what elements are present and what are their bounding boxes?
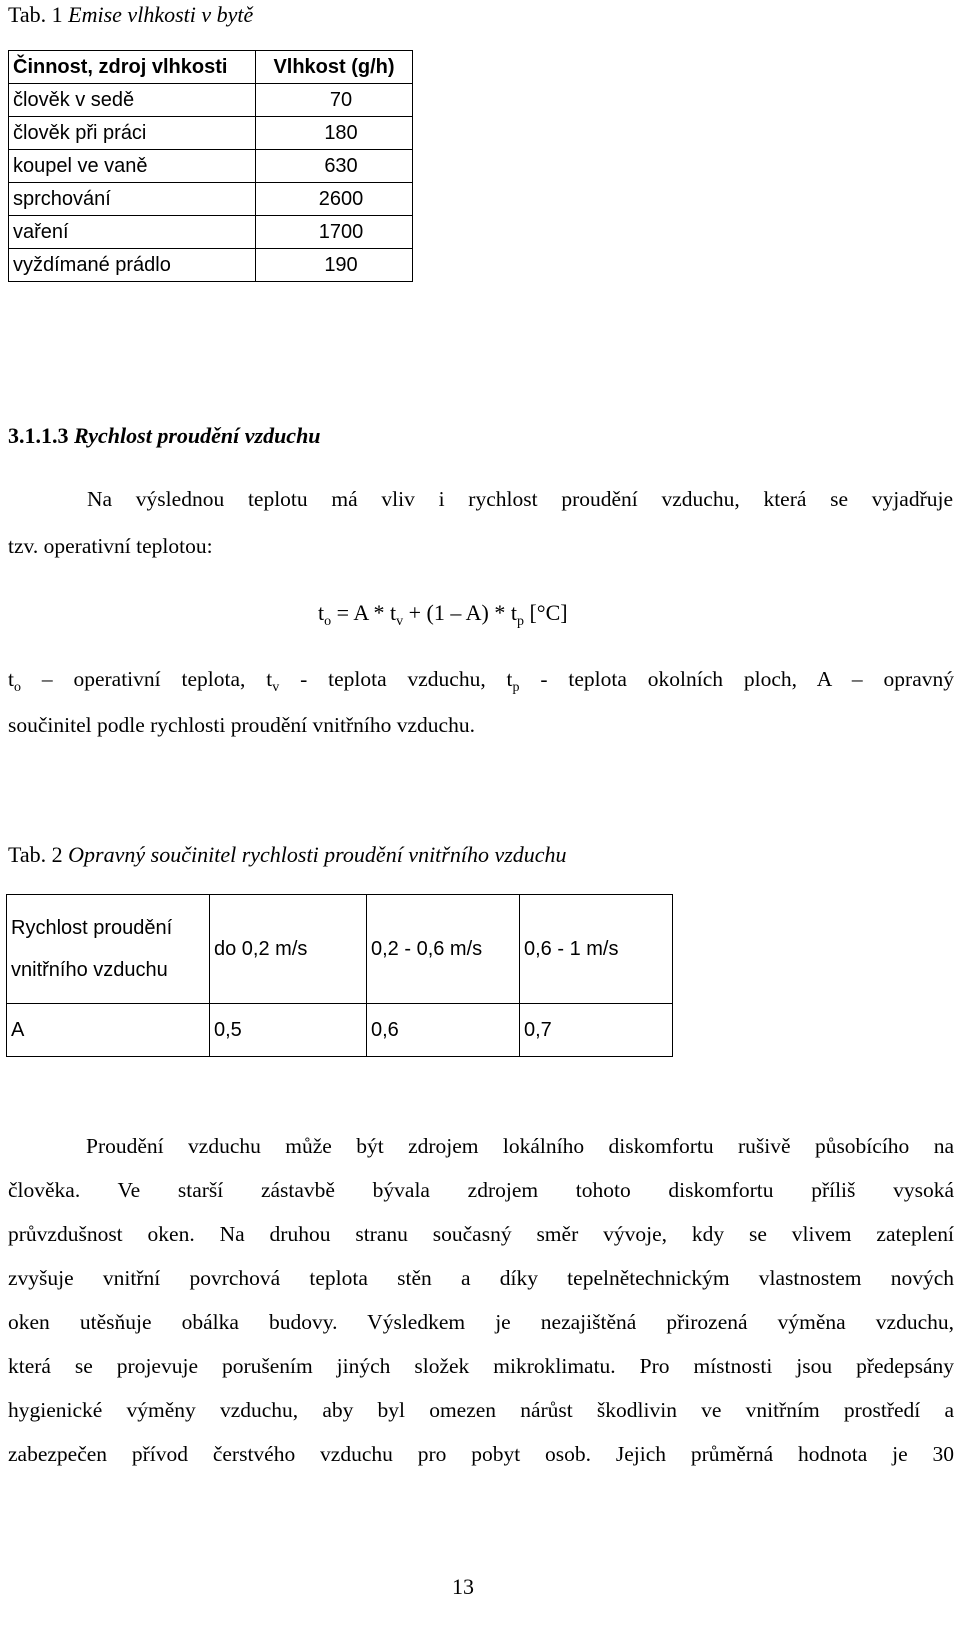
factor-cell: 0,5 bbox=[210, 1004, 367, 1057]
table-row bbox=[7, 1004, 673, 1057]
humidity-cell: 70 bbox=[256, 84, 413, 117]
paragraph-line: zvyšuje vnitřní povrchová teplota stěn a díky tepelnětechnickým vlastnostem nových bbox=[8, 1266, 954, 1290]
activity-cell: sprchování bbox=[9, 183, 256, 216]
definition-part: - teplota okolních ploch, A – opravný bbox=[519, 667, 954, 691]
paragraph-line: průvzdušnost oken. Na druhou stranu současný směr vývoje, kdy se vlivem zateplení bbox=[8, 1222, 954, 1246]
correction-factor-table bbox=[6, 894, 673, 1057]
definition-line: součinitel podle rychlosti proudění vnitřního vzduchu. bbox=[8, 713, 475, 737]
formula-subscript: o bbox=[324, 614, 332, 629]
section-title: Rychlost proudění vzduchu bbox=[74, 423, 321, 448]
header-line: vnitřního vzduchu bbox=[11, 959, 168, 981]
table-row bbox=[9, 117, 413, 150]
humidity-cell: 190 bbox=[256, 249, 413, 282]
body-paragraph bbox=[8, 1124, 954, 1476]
paragraph-line: člověka. Ve starší zástavbě bývala zdrojem tohoto diskomfortu příliš vysoká bbox=[8, 1178, 954, 1202]
operative-temperature-formula bbox=[318, 600, 568, 630]
definition-part: – operativní teplota, t bbox=[20, 667, 273, 691]
section-heading bbox=[8, 423, 321, 449]
humidity-cell: 2600 bbox=[256, 183, 413, 216]
formula-part: = A * t bbox=[331, 600, 397, 625]
table-row bbox=[9, 183, 413, 216]
paragraph-line: hygienické výměny vzduchu, aby byl omezen nárůst škodlivin ve vnitřním prostředí a bbox=[8, 1398, 954, 1422]
column-header-speed: do 0,2 m/s bbox=[210, 895, 367, 1004]
factor-cell: 0,6 bbox=[367, 1004, 520, 1057]
column-header-activity: Činnost, zdroj vlhkosti bbox=[9, 51, 256, 84]
table-header-row bbox=[7, 895, 673, 1004]
table2-caption-label: Tab. 2 bbox=[8, 842, 63, 867]
humidity-cell: 1700 bbox=[256, 216, 413, 249]
paragraph-line: oken utěsňuje obálka budovy. Výsledkem je nezajištěná přirozená výměna vzduchu, bbox=[8, 1310, 954, 1334]
table-row bbox=[9, 84, 413, 117]
paragraph-line: která se projevuje porušením jiných složek mikroklimatu. Pro místnosti jsou předepsány bbox=[8, 1354, 954, 1378]
table-row bbox=[9, 216, 413, 249]
formula-subscript: p bbox=[516, 614, 524, 629]
activity-cell: člověk při práci bbox=[9, 117, 256, 150]
table-row bbox=[9, 249, 413, 282]
definition-subscript: v bbox=[272, 680, 280, 695]
table1-caption bbox=[8, 2, 253, 28]
formula-part: [°C] bbox=[523, 600, 568, 625]
definition-subscript: o bbox=[13, 680, 21, 695]
formula-part: + (1 – A) * t bbox=[403, 600, 517, 625]
column-header-speed: 0,6 - 1 m/s bbox=[520, 895, 673, 1004]
column-header-humidity: Vlhkost (g/h) bbox=[256, 51, 413, 84]
definition-part: - teplota vzduchu, t bbox=[279, 667, 513, 691]
table2-caption-title: Opravný součinitel rychlosti proudění vnitřního vzduchu bbox=[68, 842, 567, 867]
table2-caption bbox=[8, 842, 567, 868]
activity-cell: člověk v sedě bbox=[9, 84, 256, 117]
table-header-row bbox=[9, 51, 413, 84]
humidity-cell: 630 bbox=[256, 150, 413, 183]
paragraph-line: tzv. operativní teplotou: bbox=[8, 534, 213, 558]
table1-caption-label: Tab. 1 bbox=[8, 2, 63, 27]
formula-part: t bbox=[318, 600, 325, 625]
definition-line bbox=[8, 667, 954, 696]
humidity-cell: 180 bbox=[256, 117, 413, 150]
paragraph-line: Proudění vzduchu může být zdrojem lokálního diskomfortu rušivě působícího na bbox=[86, 1134, 954, 1158]
activity-cell: koupel ve vaně bbox=[9, 150, 256, 183]
activity-cell: vyždímané prádlo bbox=[9, 249, 256, 282]
activity-cell: vaření bbox=[9, 216, 256, 249]
row-label-A: A bbox=[7, 1004, 210, 1057]
row-header-air-speed bbox=[7, 895, 210, 1004]
definition-subscript: p bbox=[512, 680, 520, 695]
paragraph-line: zabezpečen přívod čerstvého vzduchu pro pobyt osob. Jejich průměrná hodnota je 30 bbox=[8, 1442, 954, 1466]
humidity-emission-table bbox=[8, 50, 413, 282]
factor-cell: 0,7 bbox=[520, 1004, 673, 1057]
paragraph-line: Na výslednou teplotu má vliv i rychlost proudění vzduchu, která se vyjadřuje bbox=[87, 487, 953, 511]
definition-part: t bbox=[8, 667, 14, 691]
header-line: Rychlost proudění bbox=[11, 917, 173, 939]
table-row bbox=[9, 150, 413, 183]
formula-subscript: v bbox=[396, 614, 404, 629]
table1-caption-title: Emise vlhkosti v bytě bbox=[68, 2, 254, 27]
column-header-speed: 0,2 - 0,6 m/s bbox=[367, 895, 520, 1004]
section-number: 3.1.1.3 bbox=[8, 423, 69, 448]
page-number: 13 bbox=[452, 1574, 474, 1599]
